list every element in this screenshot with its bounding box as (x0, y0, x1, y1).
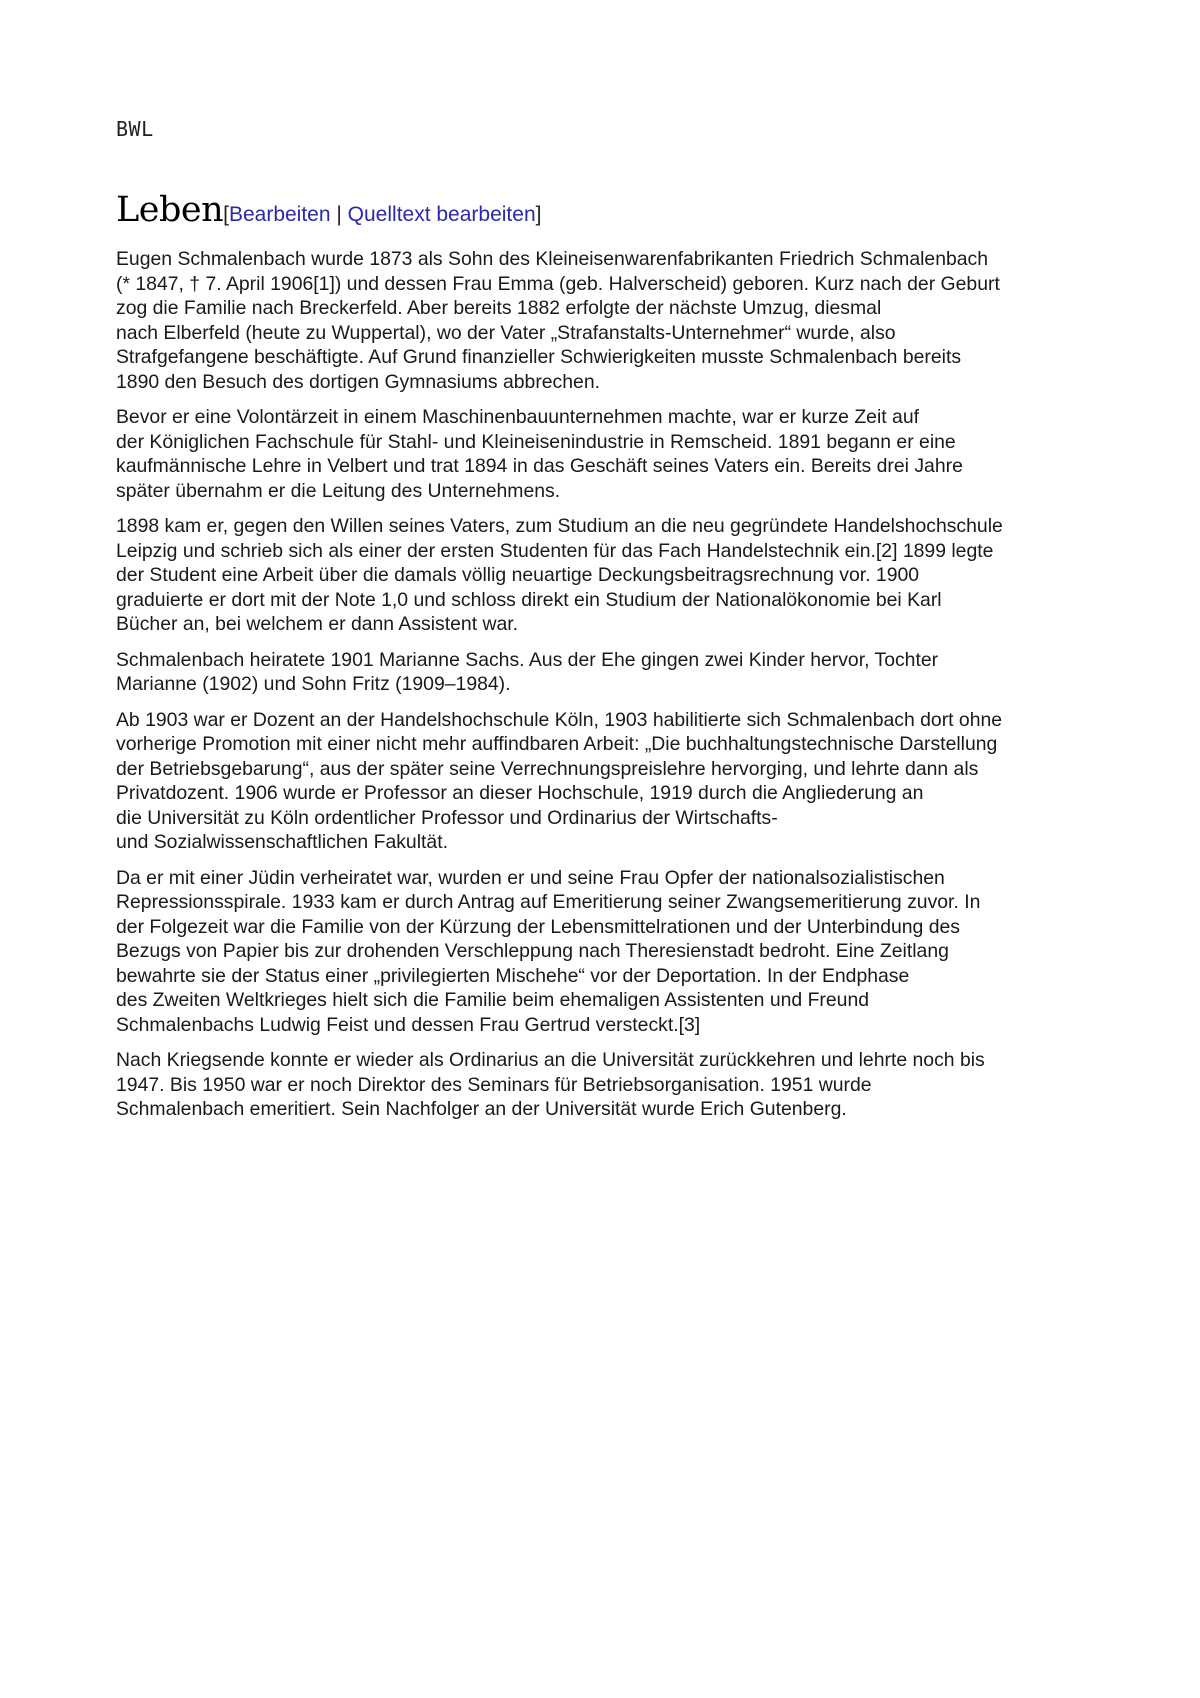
paragraph-line: 1947. Bis 1950 war er noch Direktor des Seminars für Betriebsorganisation. 1951 wurde (116, 1073, 872, 1096)
paragraph-line: Bücher an, bei welchem er dann Assistent war. (116, 613, 519, 635)
paragraph-line: 1898 kam er, gegen den Willen seines Vaters, zum Studium an die neu gegründete Handelshochschule (116, 515, 1003, 537)
section-heading (116, 190, 542, 230)
paragraph-line: Privatdozent. 1906 wurde er Professor an dieser Hochschule, 1919 durch die Angliederung an (116, 782, 924, 804)
paragraph-line: später übernahm er die Leitung des Unternehmens. (116, 479, 561, 502)
paragraph-line: Schmalenbach emeritiert. Sein Nachfolger an der Universität wurde Erich Gutenberg. (116, 1098, 847, 1120)
document-header-label: BWL (116, 117, 154, 141)
bracket-close: ] (535, 203, 542, 226)
paragraph-line: vorherige Promotion mit einer nicht mehr auffindbaren Arbeit: „Die buchhaltungstechnische Darstellung (116, 733, 998, 755)
bracket-open: [ (223, 203, 229, 226)
paragraph-line: (* 1847, † 7. April 1906[1]) und dessen Frau Emma (geb. Halverscheid) geboren. Kurz nach der Geburt (116, 272, 1000, 295)
paragraph-line: 1890 den Besuch des dortigen Gymnasiums abbrechen. (116, 370, 600, 393)
paragraph-line: Ab 1903 war er Dozent an der Handelshochschule Köln, 1903 habilitierte sich Schmalenbach dort ohne (116, 708, 1003, 731)
paragraph-line: der Betriebsgebarung“, aus der später seine Verrechnungspreislehre hervorging, und lehrte dann als (116, 757, 979, 780)
paragraph-line: bewahrte sie der Status einer „privilegierten Mischehe“ vor der Deportation. In der Endphase (116, 964, 910, 987)
edit-link[interactable]: Bearbeiten (228, 203, 331, 226)
paragraph (116, 708, 1116, 855)
paragraph (116, 866, 1116, 1038)
paragraph-line: der Königlichen Fachschule für Stahl- und Kleineisenindustrie in Remscheid. 1891 begann er eine (116, 430, 956, 453)
paragraph (116, 514, 1116, 637)
link-separator: | (330, 203, 348, 226)
paragraph-line: die Universität zu Köln ordentlicher Professor und Ordinarius der Wirtschafts- (116, 806, 778, 829)
paragraph-line: des Zweiten Weltkrieges hielt sich die Familie beim ehemaligen Assistenten und Freund (116, 989, 870, 1011)
paragraph-line: graduierte er dort mit der Note 1,0 und schloss direkt ein Studium der Nationalökonomie bei Karl (116, 588, 942, 611)
paragraph-line: Nach Kriegsende konnte er wieder als Ordinarius an die Universität zurückkehren und lehrte noch bis (116, 1049, 985, 1071)
paragraph (116, 247, 1116, 394)
paragraph-line: und Sozialwissenschaftlichen Fakultät. (116, 831, 448, 853)
paragraph-line: Strafgefangene beschäftigte. Auf Grund finanzieller Schwierigkeiten musste Schmalenbach bereits (116, 346, 962, 368)
paragraph-line: Schmalenbach heiratete 1901 Marianne Sachs. Aus der Ehe gingen zwei Kinder hervor, Tochter (116, 648, 939, 671)
paragraph-line: Bevor er eine Volontärzeit in einem Maschinenbauunternehmen machte, war er kurze Zeit auf (116, 406, 919, 428)
paragraph-line: kaufmännische Lehre in Velbert und trat 1894 in das Geschäft seines Vaters ein. Bereits drei Jahre (116, 455, 963, 477)
section-title: Leben (116, 190, 224, 230)
source-edit-link[interactable]: Quelltext bearbeiten (347, 203, 536, 226)
paragraph-line: Repressionsspirale. 1933 kam er durch Antrag auf Emeritierung seiner Zwangsemeritierung zuvor. In (116, 891, 981, 913)
paragraph-line: Da er mit einer Jüdin verheiratet war, wurden er und seine Frau Opfer der nationalsozialistischen (116, 866, 945, 889)
paragraph (116, 1048, 1116, 1122)
paragraph-line: Eugen Schmalenbach wurde 1873 als Sohn des Kleineisenwarenfabrikanten Friedrich Schmalenbach (116, 248, 989, 270)
paragraph (116, 648, 1116, 697)
paragraph-line: nach Elberfeld (heute zu Wuppertal), wo der Vater „Strafanstalts-Unternehmer“ wurde, also (116, 321, 896, 344)
paragraph-line: der Student eine Arbeit über die damals völlig neuartige Deckungsbeitragsrechnung vor. 1900 (116, 564, 920, 586)
paragraph-line: der Folgezeit war die Familie von der Kürzung der Lebensmittelrationen und der Unterbindung des (116, 915, 960, 938)
edit-links (223, 203, 541, 226)
paragraph (116, 405, 1116, 503)
article-body (116, 247, 1116, 1133)
paragraph-line: Leipzig und schrieb sich als einer der ersten Studenten für das Fach Handelstechnik ein.[2] 1899 legte (116, 539, 994, 562)
paragraph-line: Schmalenbachs Ludwig Feist und dessen Frau Gertrud versteckt.[3] (116, 1013, 701, 1036)
paragraph-line: zog die Familie nach Breckerfeld. Aber bereits 1882 erfolgte der nächste Umzug, diesmal (116, 297, 882, 319)
paragraph-line: Marianne (1902) und Sohn Fritz (1909–1984). (116, 673, 511, 695)
paragraph-line: Bezugs von Papier bis zur drohenden Verschleppung nach Theresienstadt bedroht. Eine Zeitlang (116, 940, 949, 962)
